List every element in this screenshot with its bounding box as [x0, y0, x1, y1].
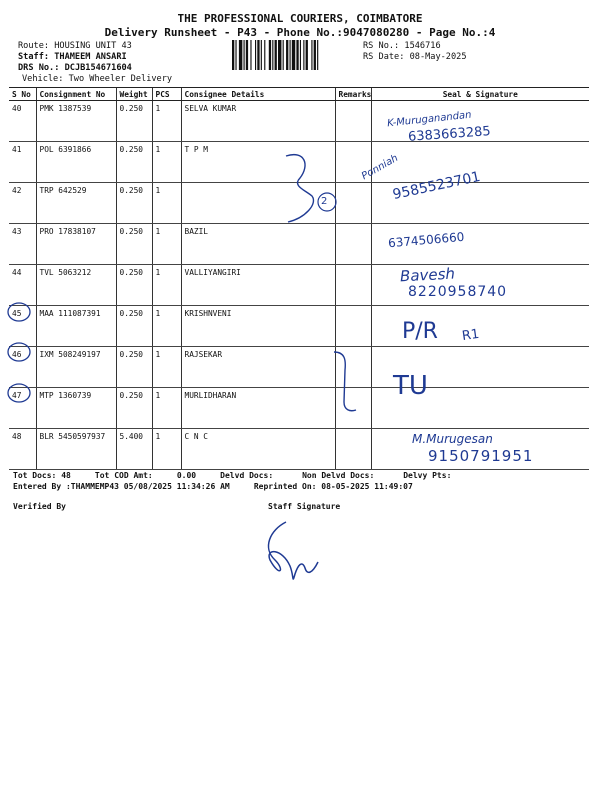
cell-sno: 42: [9, 183, 36, 224]
barcode-bar: [303, 40, 304, 70]
cell-pcs: 1: [152, 101, 181, 142]
cell-sno: 45: [9, 306, 36, 347]
cell-consignee: SELVA KUMAR: [181, 101, 335, 142]
vehicle-line: [22, 74, 172, 84]
table-row: [9, 224, 589, 265]
cell-sno: 48: [9, 429, 36, 470]
hw-row42-phone: 9585523701: [391, 168, 482, 204]
cell-remarks: [335, 429, 371, 470]
cell-consignment: POL 6391866: [36, 142, 116, 183]
barcode-bar: [296, 40, 298, 70]
hw-row48-name: M.Murugesan: [412, 432, 493, 446]
cell-consignee: BAZIL: [181, 224, 335, 265]
table-row: [9, 101, 589, 142]
col-weight: Weight: [116, 88, 152, 101]
cell-pcs: 1: [152, 142, 181, 183]
rs-no-value: 1546716: [404, 41, 441, 51]
drs-line: [18, 63, 132, 73]
cell-weight: 0.250: [116, 142, 152, 183]
cell-consignee: KRISHNVENI: [181, 306, 335, 347]
cell-sno: 46: [9, 347, 36, 388]
hw-row42-mark: 2: [321, 196, 328, 207]
cell-sno: 43: [9, 224, 36, 265]
barcode-bar: [232, 40, 234, 70]
cell-weight: 0.250: [116, 224, 152, 265]
barcode-bar: [255, 40, 256, 70]
barcode-bar: [317, 40, 318, 70]
cell-remarks: [335, 101, 371, 142]
barcode-bar: [306, 40, 308, 70]
barcode-bar: [292, 40, 295, 70]
rs-no-label: RS No.:: [363, 41, 400, 51]
reprinted-value: 08-05-2025 11:49:07: [321, 482, 413, 491]
tot-docs-value: 48: [61, 471, 71, 480]
cell-consignee: RAJSEKAR: [181, 347, 335, 388]
hw-row45-mark: P/R: [402, 319, 438, 344]
table-row: [9, 347, 589, 388]
barcode-bar: [272, 40, 273, 70]
vehicle-value: Two Wheeler Delivery: [68, 74, 173, 84]
drs-value: DCJB154671604: [64, 63, 132, 73]
cell-consignee: MURLIDHARAN: [181, 388, 335, 429]
table-row: [9, 142, 589, 183]
cell-consignment: BLR 5450597937: [36, 429, 116, 470]
cell-sno: 44: [9, 265, 36, 306]
cell-weight: 0.250: [116, 347, 152, 388]
barcode-bar: [257, 40, 259, 70]
col-remarks: Remarks: [335, 88, 371, 101]
staff-line: [18, 52, 127, 62]
staff-value: THAMEEM ANSARI: [54, 52, 127, 62]
cell-consignment: TVL 5063212: [36, 265, 116, 306]
cell-remarks: [335, 183, 371, 224]
hw-row40-phone: 6383663285: [407, 124, 492, 145]
barcode-bar: [286, 40, 288, 70]
cell-sno: 47: [9, 388, 36, 429]
rs-date-value: 08-May-2025: [409, 52, 467, 62]
route-label: Route:: [18, 41, 50, 51]
cell-pcs: 1: [152, 429, 181, 470]
cell-pcs: 1: [152, 265, 181, 306]
hw-row47-mark: TU: [393, 371, 428, 401]
cell-remarks: [335, 347, 371, 388]
cell-remarks: [335, 265, 371, 306]
cell-pcs: 1: [152, 347, 181, 388]
barcode-bar: [246, 40, 248, 70]
entered-value: THAMMEMP43 05/08/2025 11:34:26 AM: [70, 482, 230, 491]
col-seal-signature: Seal & Signature: [371, 88, 589, 101]
rs-date-label: RS Date:: [363, 52, 405, 62]
entered-label: Entered By :: [13, 482, 71, 491]
cell-consignment: MTP 1360739: [36, 388, 116, 429]
cell-weight: 0.250: [116, 265, 152, 306]
tot-cod-value: 0.00: [176, 471, 197, 480]
cell-weight: 5.400: [116, 429, 152, 470]
tot-cod-label: Tot COD Amt:: [94, 471, 153, 480]
verified-by-label: Verified By: [13, 502, 66, 511]
cell-consignment: IXM 508249197: [36, 347, 116, 388]
barcode-bar: [283, 40, 284, 70]
route-line: [18, 41, 132, 51]
vehicle-label: Vehicle:: [22, 74, 64, 84]
col-consignment: Consignment No: [36, 88, 116, 101]
entered-line: [13, 482, 413, 491]
cell-weight: 0.250: [116, 388, 152, 429]
barcode-bar: [269, 40, 271, 70]
hw-row42-name: Ponniah: [359, 152, 401, 183]
cell-consignee: VALLIYANGIRI: [181, 265, 335, 306]
cell-consignment: TRP 642529: [36, 183, 116, 224]
col-sno: S No: [9, 88, 36, 101]
rs-date-line: [363, 52, 467, 62]
staff-label: Staff:: [18, 52, 50, 62]
cell-pcs: 1: [152, 388, 181, 429]
cell-weight: 0.250: [116, 306, 152, 347]
cell-consignee: [181, 183, 335, 224]
barcode-bar: [250, 40, 251, 70]
hw-row45-mark2: R1: [461, 326, 481, 345]
rs-no-line: [363, 41, 441, 51]
tot-docs-label: Tot Docs:: [13, 471, 57, 480]
cell-pcs: 1: [152, 306, 181, 347]
hw-row40-name: K-Muruganandan: [386, 109, 473, 130]
company-title: THE PROFESSIONAL COURIERS, COIMBATORE: [177, 12, 423, 25]
barcode-bar: [235, 40, 236, 70]
cell-sno: 40: [9, 101, 36, 142]
barcode-bar: [290, 40, 291, 70]
col-consignee: Consignee Details: [181, 88, 335, 101]
col-pcs: PCS: [152, 88, 181, 101]
cell-remarks: [335, 224, 371, 265]
cell-consignment: PMK 1387539: [36, 101, 116, 142]
hw-row44-name: Bavesh: [399, 264, 456, 286]
cell-weight: 0.250: [116, 183, 152, 224]
hw-row44-phone: 8220958740: [408, 284, 508, 300]
cell-remarks: [335, 388, 371, 429]
reprinted-label: Reprinted On:: [253, 482, 317, 491]
table-row: [9, 183, 589, 224]
barcode-bar: [239, 40, 242, 70]
cell-pcs: 1: [152, 224, 181, 265]
cell-consignee: C N C: [181, 429, 335, 470]
barcode-bar: [275, 40, 277, 70]
barcode-bar: [244, 40, 245, 70]
cell-consignment: MAA 111087391: [36, 306, 116, 347]
barcode-image: [232, 40, 356, 70]
hw-row43-phone: 6374506660: [387, 229, 465, 251]
hw-row48-phone: 9150791951: [428, 447, 534, 465]
table-row: [9, 306, 589, 347]
cell-sno: 41: [9, 142, 36, 183]
barcode-bar: [261, 40, 262, 70]
totals-line: [13, 471, 451, 480]
cell-remarks: [335, 306, 371, 347]
cell-consignee: T P M: [181, 142, 335, 183]
barcode-bar: [314, 40, 316, 70]
cell-weight: 0.250: [116, 101, 152, 142]
barcode-bar: [278, 40, 281, 70]
staff-signature-scribble: [269, 522, 318, 579]
barcode-bar: [264, 40, 265, 70]
cell-consignment: PRO 17838107: [36, 224, 116, 265]
drs-label: DRS No.:: [18, 63, 60, 73]
barcode-bar: [300, 40, 301, 70]
cell-pcs: 1: [152, 183, 181, 224]
route-value: HOUSING UNIT 43: [54, 41, 132, 51]
barcode-bar: [311, 40, 312, 70]
runsheet-subtitle: Delivery Runsheet - P43 - Phone No.:9047080280 - Page No.:4: [104, 26, 496, 39]
runsheet-table: [9, 87, 589, 470]
non-delvd-docs-label: Non Delvd Docs:: [302, 471, 375, 480]
delvd-docs-label: Delvd Docs:: [220, 471, 274, 480]
table-header-row: [9, 88, 589, 101]
table-row: [9, 388, 589, 429]
delvy-pts-label: Delvy Pts:: [403, 471, 452, 480]
staff-signature-label: Staff Signature: [268, 502, 341, 511]
